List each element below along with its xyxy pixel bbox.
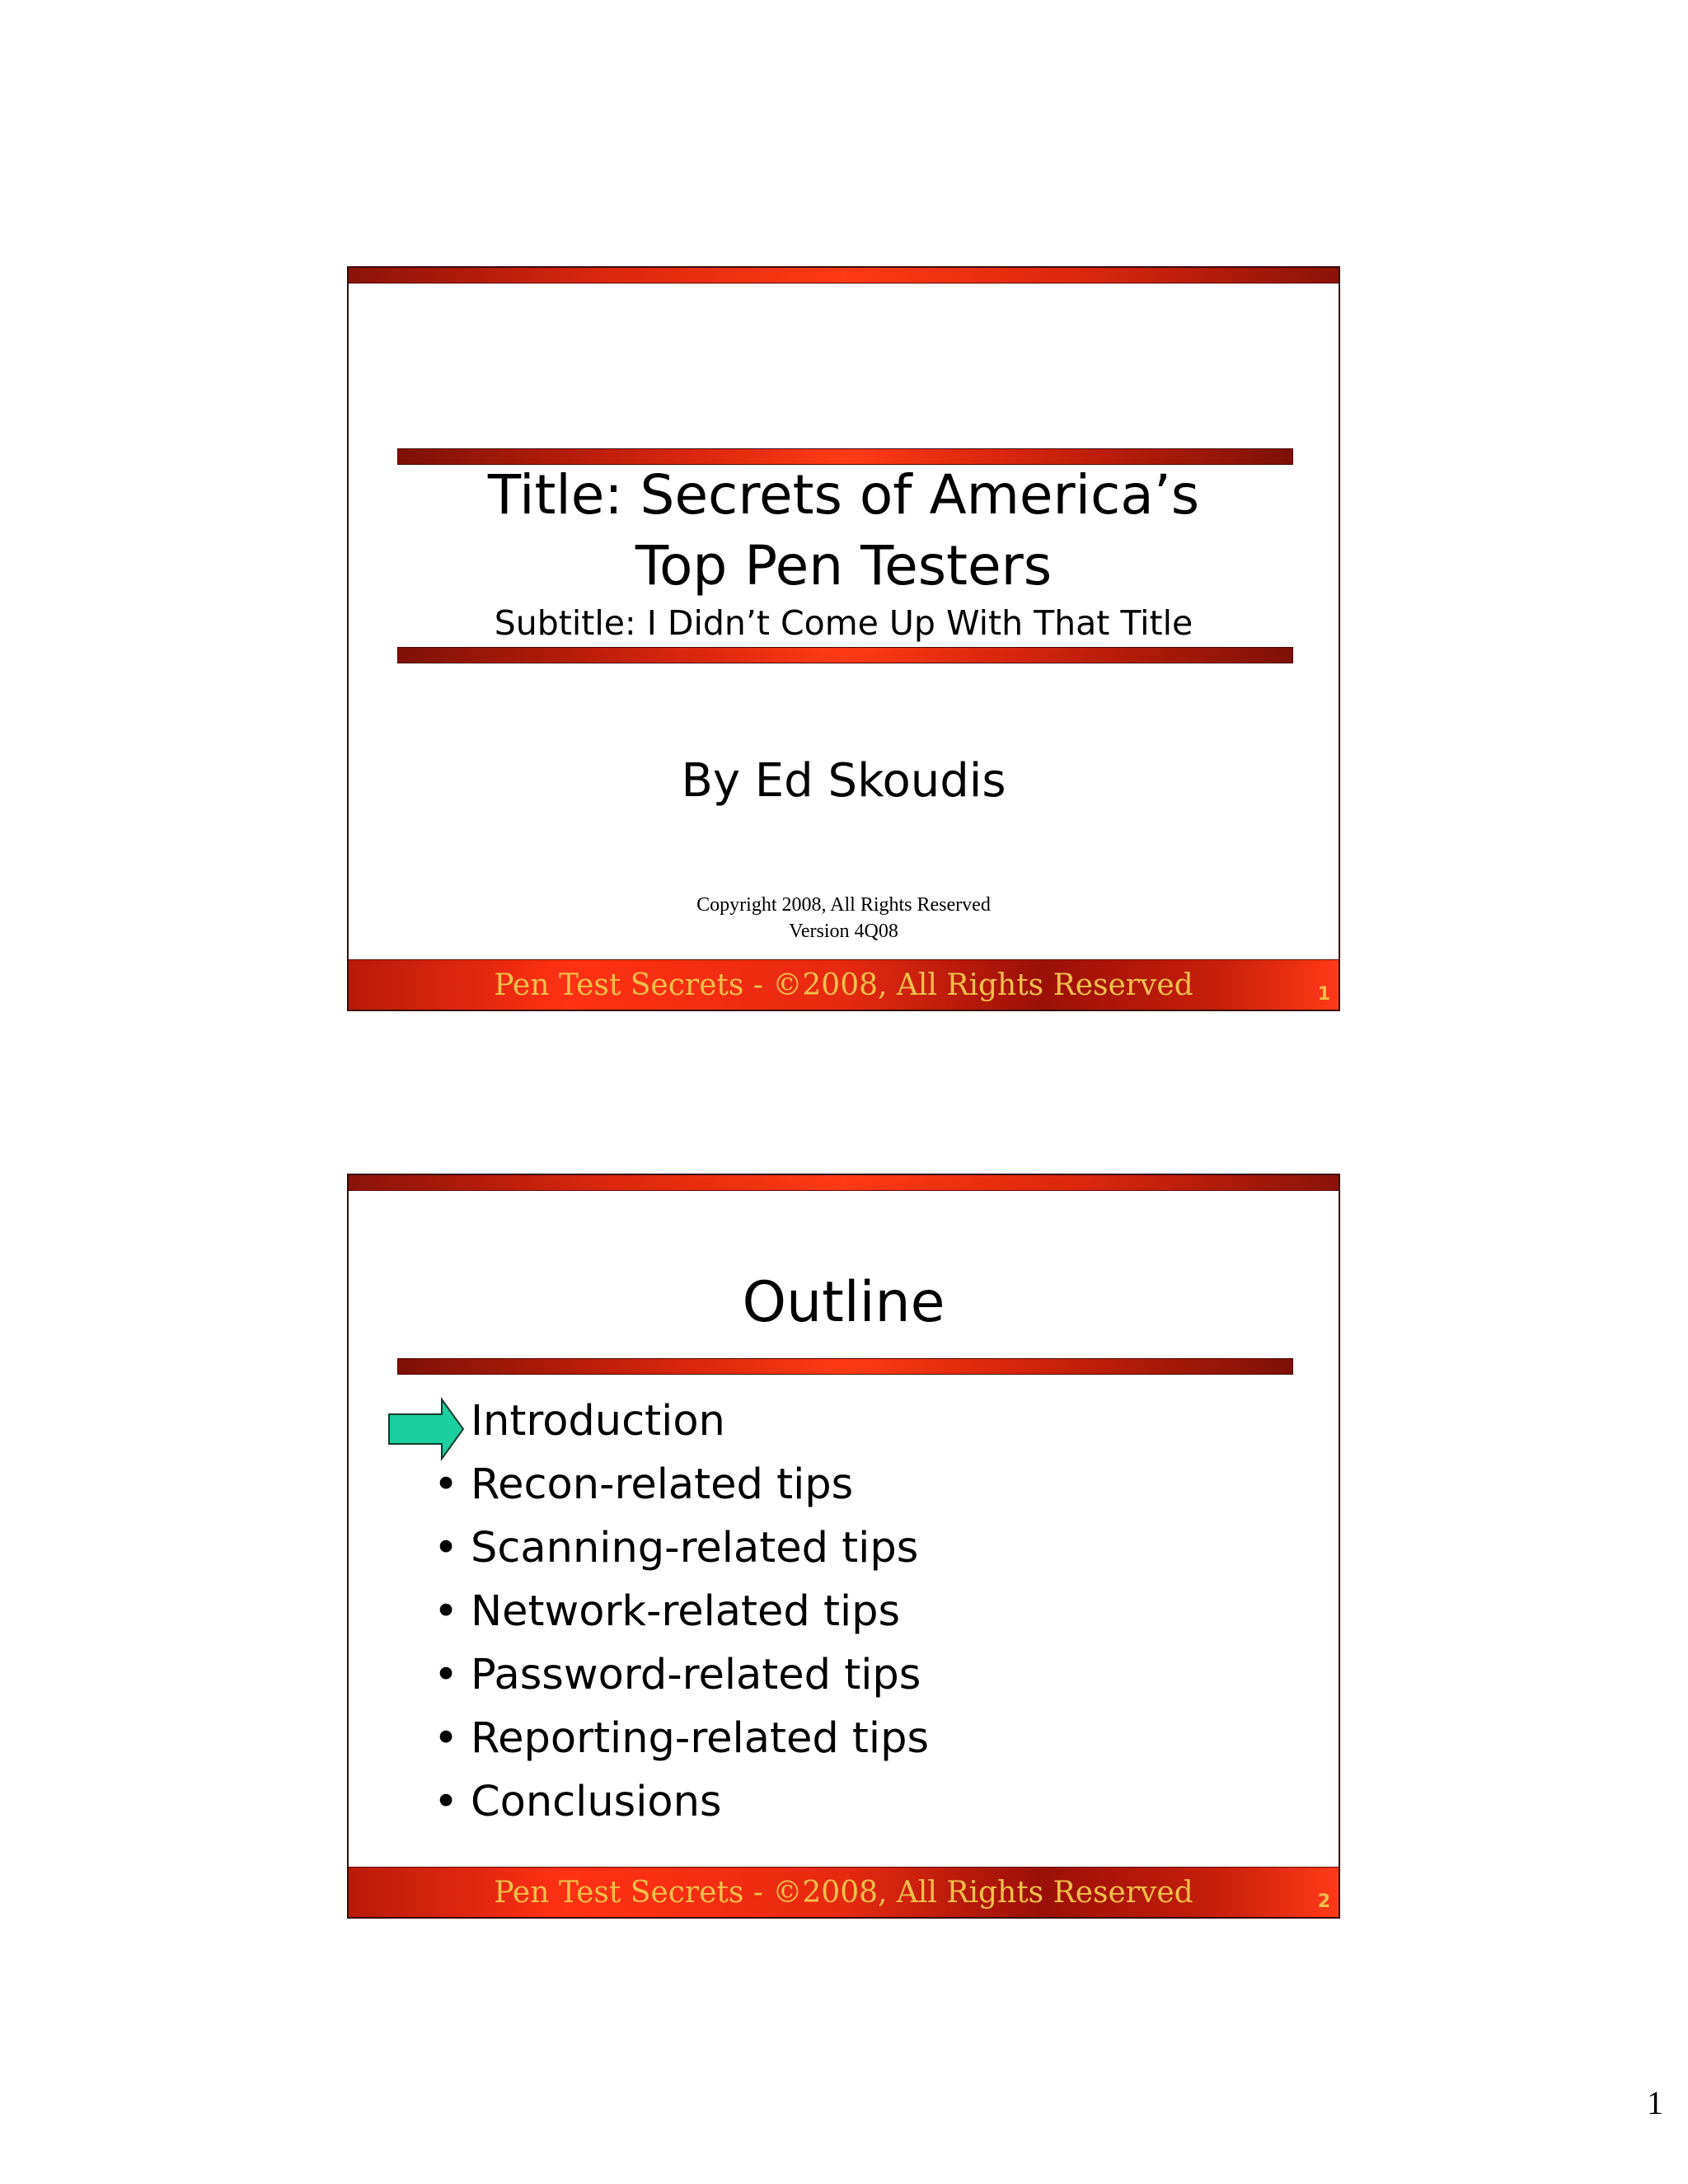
outline-list: [434, 1390, 929, 1834]
list-item: [434, 1770, 929, 1834]
slide-number: 1: [1317, 984, 1330, 1005]
bullet-icon: •: [434, 1460, 459, 1509]
slide-number: 2: [1317, 1891, 1330, 1912]
copyright-line-1: Copyright 2008, All Rights Reserved: [696, 894, 991, 916]
list-item-text: Reporting-related tips: [471, 1714, 930, 1763]
version-line: Version 4Q08: [789, 921, 898, 942]
subtitle: Subtitle: I Didn’t Come Up With That Title: [494, 603, 1193, 643]
page-number: 1: [1647, 2084, 1663, 2121]
bullet-icon: •: [434, 1587, 459, 1636]
list-item: [434, 1707, 929, 1770]
bullet-icon: •: [434, 1524, 459, 1572]
list-item: [434, 1453, 929, 1516]
slide-title: Outline: [742, 1270, 945, 1335]
list-item-text: Scanning-related tips: [471, 1524, 919, 1572]
list-item: [434, 1580, 929, 1643]
slide-footer: [349, 1867, 1339, 1917]
slide-2: [347, 1174, 1340, 1919]
list-item-text: Introduction: [471, 1397, 725, 1446]
footer-text: Pen Test Secrets - ©2008, All Rights Reserved: [494, 1876, 1193, 1910]
title-rule-bottom: [397, 647, 1293, 663]
list-item: [434, 1516, 929, 1580]
bullet-icon: •: [434, 1651, 459, 1699]
list-item-text: Network-related tips: [471, 1587, 901, 1636]
bullet-icon: •: [434, 1714, 459, 1763]
title-rule: [397, 1358, 1293, 1375]
top-band: [349, 268, 1339, 284]
list-item: [434, 1390, 929, 1453]
bullet-icon: •: [434, 1778, 459, 1826]
title-line-2: Top Pen Testers: [635, 534, 1053, 598]
top-band: [349, 1175, 1339, 1191]
author: By Ed Skoudis: [681, 754, 1006, 808]
list-item-text: Recon-related tips: [471, 1460, 854, 1509]
slide-footer: [349, 959, 1339, 1010]
list-item-text: Conclusions: [471, 1778, 722, 1826]
footer-text: Pen Test Secrets - ©2008, All Rights Reserved: [494, 968, 1193, 1002]
list-item-text: Password-related tips: [471, 1651, 921, 1699]
title-line-1: Title: Secrets of America’s: [487, 463, 1200, 527]
list-item: [434, 1643, 929, 1707]
slide-1: [347, 266, 1340, 1011]
